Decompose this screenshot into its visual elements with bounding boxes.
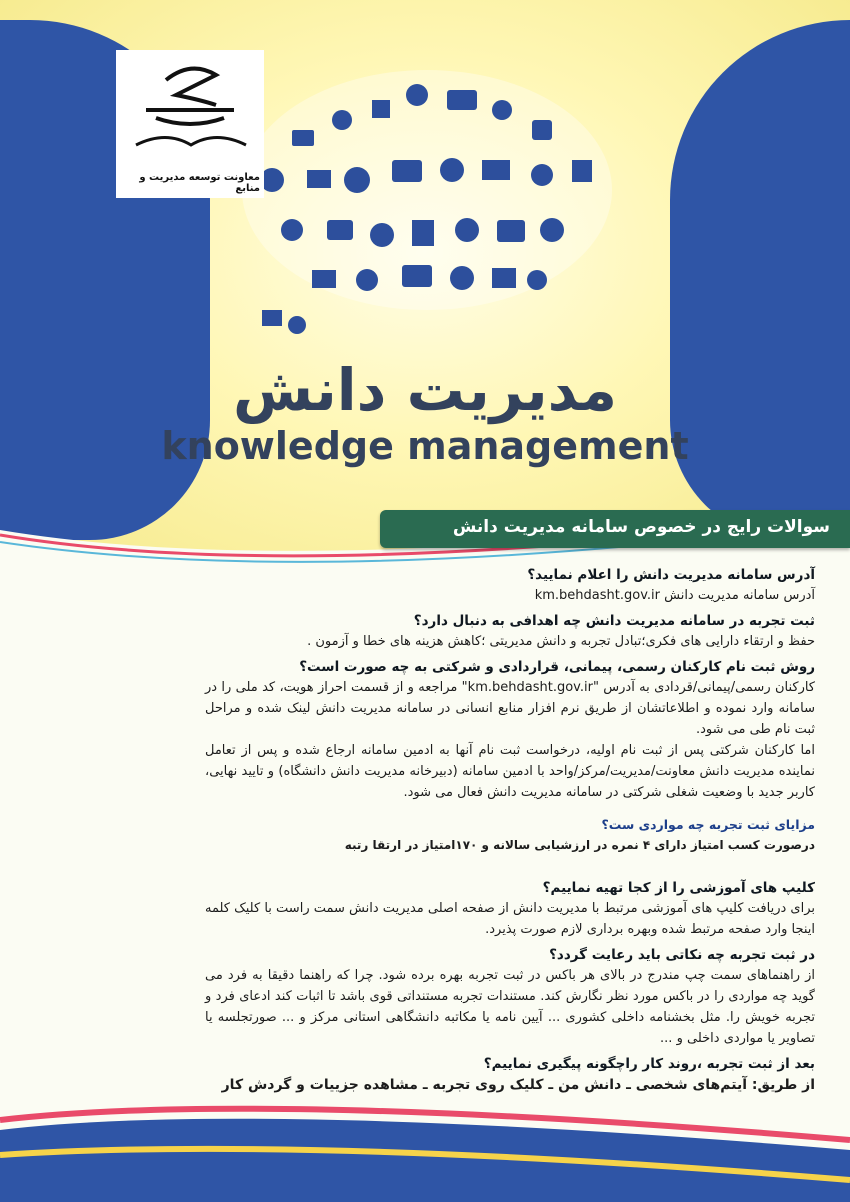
title-english: knowledge management (161, 424, 689, 468)
faq-question-5: کلیپ های آموزشی را از کجا تهیه نماییم؟ (542, 880, 815, 896)
logo-emblem-icon (116, 50, 264, 160)
faq-question-3: روش ثبت نام کارکنان رسمی، پیمانی، قراردادی و شرکتی به چه صورت است؟ (299, 659, 815, 675)
spacer (205, 855, 815, 873)
faq-question-2: ثبت تجربه در سامانه مدیریت دانش چه اهدافی به دنبال دارد؟ (413, 613, 815, 629)
title-persian: مدیریت دانش (232, 356, 618, 424)
faq-answer-4: درصورت کسب امتیاز دارای ۴ نمره در ارزشیابی سالانه و ۱۷۰امتیاز در ارتقا رتبه (344, 838, 815, 852)
faq-answer-5: برای دریافت کلیپ های آموزشی مرتبط با مدیریت دانش از صفحه اصلی مدیریت دانش سمت راست با کلیک کلمه اینجا وارد صفحه مرتبط شده وبهره برداری لازم صورت پذیرد. (205, 901, 815, 937)
speech-cloud-icons (232, 60, 622, 360)
faq-answer-1: آدرس سامانه مدیریت دانش km.behdasht.gov.ir (534, 588, 815, 603)
faq-answer-3b: اما کارکنان شرکتی پس از ثبت نام اولیه، درخواست ثبت نام آنها به ادمین سامانه ارجاع شده و پس از تعامل نماینده مدیریت دانش معاونت/مدیریت/مرکز/واحد با ادمین سامانه (دبیرخانه مدیریت دانش دانشگاه) و تایید نهایی، کاربر جدید با وضعیت شغلی شرکتی در سامانه مدیریت دانش فعال می شود. (205, 743, 815, 800)
org-name: معاونت توسعه مدیریت و منابع (139, 172, 260, 194)
faq-question-7: بعد از ثبت تجربه ،روند کار راچگونه پیگیری نماییم؟ (483, 1056, 815, 1072)
faq-question-4: مزایای ثبت تجربه چه مواردی ست؟ (601, 817, 815, 832)
faq-question-6: در ثبت تجربه چه نکاتی باید رعایت گردد؟ (549, 947, 815, 963)
faq-banner-title: سوالات رایج در خصوص سامانه مدیریت دانش (452, 517, 830, 537)
faq-list (205, 560, 815, 1096)
faq-banner (380, 510, 850, 548)
faq-answer-6: از راهنماهای سمت چپ مندرج در بالای هر باکس در ثبت تجربه بهره برده شود. چرا که راهنما دقیقا به فرد می گوید چه مواردی را در باکس مورد نظر نگارش کند. مستندات تجربه مستنداتی قوی باشد تا اثبات کند ادعای فرد و تجربه خویش را. مثل بخشنامه داخلی کشوری ... آیین نامه یا مکاتبه دانشگاهی استانی مرکز و ... صورتجلسه یا تصاویر یا مواردی داخلی و ... (205, 968, 815, 1046)
faq-question-1: آدرس سامانه مدیریت دانش را اعلام نمایید؟ (527, 567, 815, 583)
faq-answer-3a: کارکنان رسمی/پیمانی/قردادی به آدرس "km.behdasht.gov.ir" مراجعه و از قسمت احراز هویت، کد ملی را در سامانه وارد نموده و اطلاعاتشان از طریق نرم افزار منابع انسانی در سامانه مدیریت دانش لینک شده و مراحل ثبت نام طی می شود. (205, 680, 815, 737)
university-logo (116, 50, 264, 198)
faq-answer-7: از طریق: آیتم‌های شخصی ـ دانش من ـ کلیک روی تجربه ـ مشاهده جزییات و گردش کار (221, 1077, 815, 1093)
faq-answer-2: حفظ و ارتقاء دارایی های فکری؛تبادل تجربه و دانش مدیریتی ؛کاهش هزینه های خطا و آزمون . (307, 634, 815, 649)
